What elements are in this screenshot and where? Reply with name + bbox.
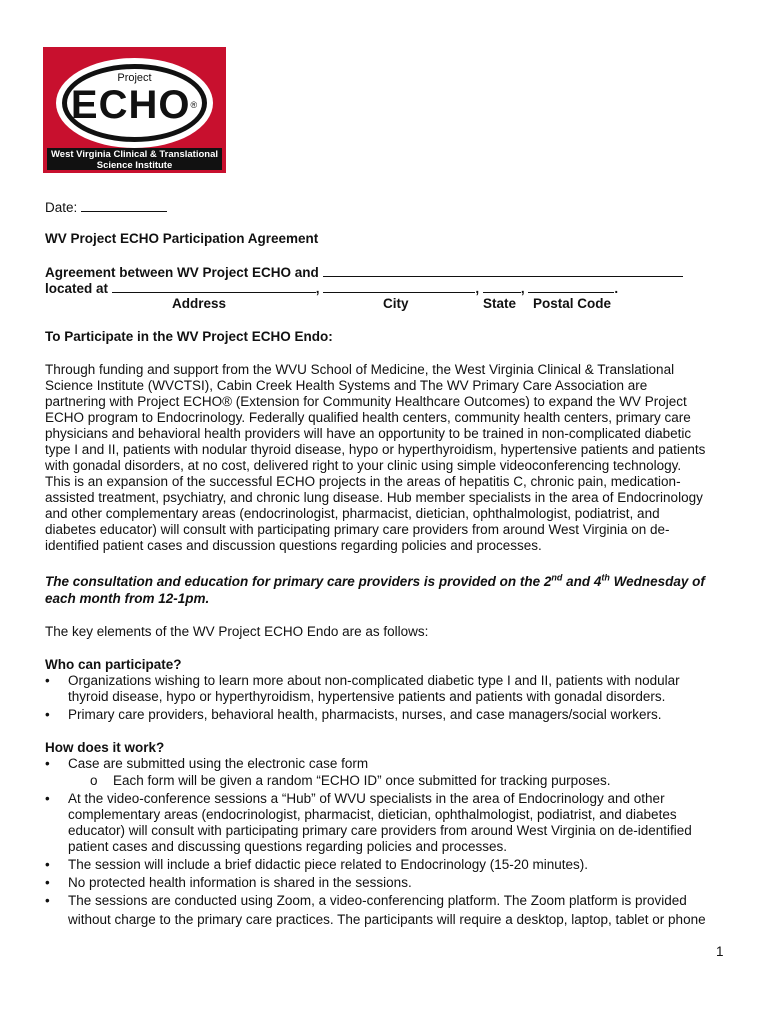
how-item: At the video-conference sessions a “Hub” of WVU specialists in the area of Endocrinology and other [68,791,665,806]
intro-line: Through funding and support from the WVU School of Medicine, the West Virginia Clinical & Translational [45,362,675,377]
intro-line: partnering with Project ECHO® (Extension for Community Healthcare Outcomes) to expand the WV Project [45,394,687,409]
who-item: Primary care providers, behavioral health, pharmacists, nurses, and case managers/social workers. [68,707,662,722]
page-number: 1 [716,944,724,959]
agreement-line-1 [45,264,683,281]
how-heading: How does it work? [45,740,165,755]
who-item: Organizations wishing to learn more about non-complicated diabetic type I and II, patients with nodular [68,673,680,688]
address-caption: Address [172,296,227,311]
intro-line: and other complementary areas (endocrinologist, pharmacist, dietician, ophthalmologist, podiatrist, and [45,506,660,521]
how-item: No protected health information is shared in the sessions. [68,875,412,890]
agreement-line-2: located at , , , . [45,281,619,296]
agreement-between-label: Agreement between WV Project ECHO and [45,265,319,280]
logo-ellipse [56,58,213,148]
bullet-icon: • [45,707,50,722]
participate-heading: To Participate in the WV Project ECHO Endo: [45,329,333,344]
intro-line: physicians and behavioral health providers will have an opportunity to be trained in non-complicated diabetic [45,426,692,441]
how-item: Case are submitted using the electronic case form [68,756,369,771]
postal-code-caption: Postal Code [533,296,612,311]
bullet-icon: • [45,857,50,872]
intro-line: with gonadal disorders, at no cost, delivered right to your clinic using simple videoconferencing technology. [45,458,682,473]
who-item: thyroid disease, hypo or hyperthyroidism, hypertensive patients and patients with gonadal disorders. [68,689,666,704]
how-item: patient cases and discussing questions regarding policies and processes. [68,839,508,854]
schedule-text: Wednesday of [609,574,705,589]
logo-institute-line2: Science Institute [96,160,173,171]
located-at-label: located at [45,281,109,296]
intro-line: identified patient cases and discussion questions regarding policies and processes. [45,538,542,553]
key-elements-text: The key elements of the WV Project ECHO Endo are as follows: [45,624,429,639]
bullet-icon: • [45,791,50,806]
intro-line: assisted treatment, psychiatry, and chronic lung disease. Hub member specialists in the area of Endocrinology [45,490,703,505]
date-label: Date: [45,200,78,215]
bullet-icon: • [45,756,50,771]
how-item: The session will include a brief didactic piece related to Endocrinology (15-20 minutes). [68,857,589,872]
intro-line: Science Institute (WVCTSI), Cabin Creek Health Systems and The WV Primary Care Association are [45,378,648,393]
intro-line: ECHO program to Endocrinology. Federally qualified health centers, community health centers, primary care [45,410,691,425]
sub-bullet-icon: o [90,773,98,788]
who-heading: Who can participate? [45,657,182,672]
city-field[interactable] [323,280,475,293]
intro-line: type I and II, patients with nodular thyroid disease, hypo or hyperthyroidism, hypertensive patients and patients [45,442,706,457]
bullet-icon: • [45,673,50,688]
how-sub-item: Each form will be given a random “ECHO ID” once submitted for tracking purposes. [113,773,611,788]
how-item: complementary areas (endocrinologist, pharmacist, dietician, ophthalmologist, podiatrist, and diabetes [68,807,677,822]
project-echo-logo [43,47,226,173]
schedule-line-1 [45,574,705,590]
state-caption: State [483,296,517,311]
city-caption: City [383,296,409,311]
schedule-text: and 4 [562,574,602,589]
date-field[interactable] [81,199,167,212]
intro-line: diabetes educator) will consult with participating primary care providers from around West Virginia on de- [45,522,670,537]
schedule-sup-nd: nd [551,572,563,583]
address-field[interactable] [112,280,316,293]
bullet-icon: • [45,893,50,908]
postal-code-field[interactable] [528,280,614,293]
logo-project-text: Project [117,72,152,84]
logo-echo-word: ECHO [70,83,191,127]
state-field[interactable] [483,280,521,293]
logo-institute-line1: West Virginia Clinical & Translational [50,149,218,160]
how-item: educator) will consult with participating primary care providers from around West Virginia on de-identified [68,823,692,838]
logo-institute-banner [47,148,222,170]
how-item: without charge to the primary care practices. The participants will require a desktop, laptop, tablet or phone [68,912,706,927]
intro-line: This is an expansion of the successful ECHO projects in the areas of hepatitis C, chronic pain, medication- [45,474,681,489]
organization-name-field[interactable] [323,264,683,277]
how-item: The sessions are conducted using Zoom, a video-conferencing platform. The Zoom platform is provided [68,893,687,908]
document-title: WV Project ECHO Participation Agreement [45,231,319,246]
logo-echo-text [56,83,213,127]
date-line [45,199,167,216]
schedule-line-2: each month from 12-1pm. [45,591,210,606]
bullet-icon: • [45,875,50,890]
schedule-sup-th: th [601,572,610,583]
logo-registered-mark: ® [190,100,199,110]
schedule-text: The consultation and education for primary care providers is provided on the 2 [45,574,552,589]
